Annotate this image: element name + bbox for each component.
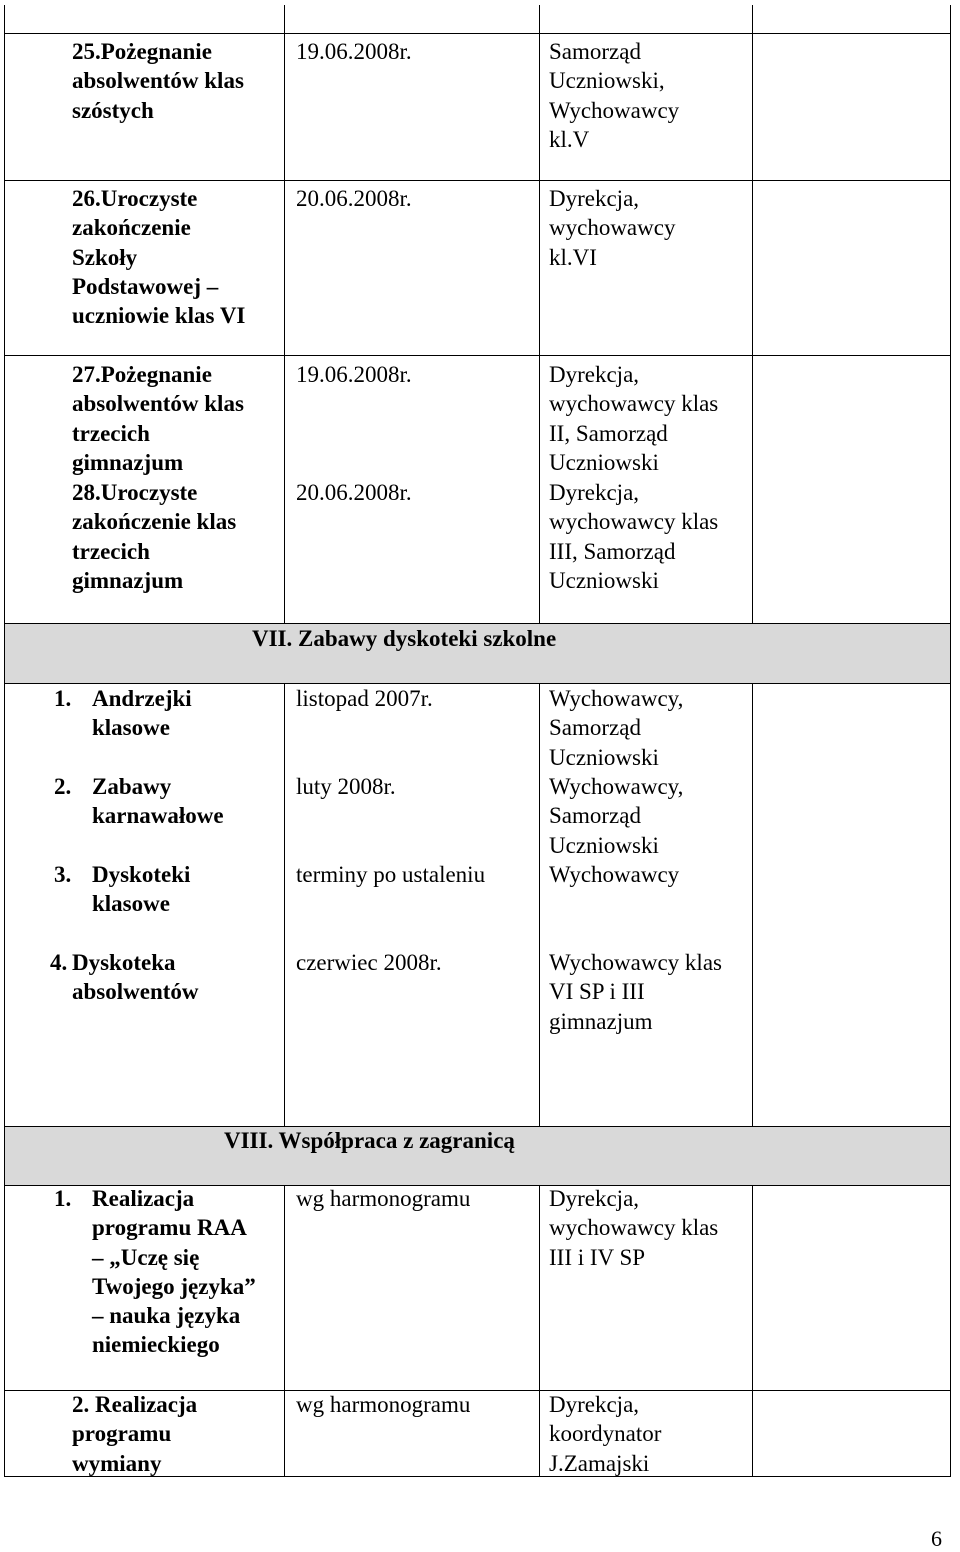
table-border-right — [950, 5, 951, 1477]
s7-item-2-resp: Wychowawcy, Samorząd Uczniowski — [549, 774, 684, 858]
resp-25: Samorząd Uczniowski, Wychowawcy kl.V — [549, 39, 680, 152]
row-divider — [4, 180, 951, 181]
table-border-left — [4, 5, 5, 1477]
s8-item-2-event-text: 2. Realizacja programu wymiany — [72, 1392, 198, 1476]
col-divider — [539, 5, 540, 623]
date-28: 20.06.2008r. — [296, 480, 412, 505]
s7-item-1-num: 1. — [54, 686, 72, 711]
resp-28: Dyrekcja, wychowawcy klas III, Samorząd Uczniowski — [549, 480, 719, 593]
col-divider — [284, 5, 285, 623]
s8-item-2-date: wg harmonogramu — [296, 1392, 471, 1417]
col-divider — [284, 683, 285, 1126]
col-divider — [752, 1185, 753, 1477]
s7-item-1-resp: Wychowawcy, Samorząd Uczniowski — [549, 686, 684, 770]
s7-item-2-num: 2. — [54, 774, 72, 799]
s8-item-1-event: Realizacja programu RAA – „Uczę się Twojego języka” – nauka języka niemieckiego — [92, 1186, 256, 1358]
s7-item-1-event: Andrzejki klasowe — [92, 686, 192, 741]
s7-item-3-event: Dyskoteki klasowe — [92, 862, 191, 917]
row-divider — [4, 355, 951, 356]
s7-item-3-date: terminy po ustaleniu — [296, 862, 486, 887]
row-divider — [4, 33, 951, 34]
resp-27: Dyrekcja, wychowawcy klas II, Samorząd Uczniowski — [549, 362, 719, 475]
date-25: 19.06.2008r. — [296, 39, 412, 64]
s7-item-2-event: Zabawy karnawałowe — [92, 774, 224, 829]
event-25: 25.Pożegnanie absolwentów klas szóstych — [72, 39, 244, 123]
section-7-title: VII. Zabawy dyskoteki szkolne — [252, 626, 557, 651]
resp-26: Dyrekcja, wychowawcy kl.VI — [549, 186, 676, 270]
event-26: 26.Uroczyste zakończenie Szkoły Podstawowej – uczniowie klas VI — [72, 186, 246, 329]
s7-item-4-date: czerwiec 2008r. — [296, 950, 442, 975]
col-divider — [539, 1185, 540, 1477]
date-27: 19.06.2008r. — [296, 362, 412, 387]
s8-item-1-date: wg harmonogramu — [296, 1186, 471, 1211]
col-divider — [284, 1185, 285, 1477]
s8-item-1-resp: Dyrekcja, wychowawcy klas III i IV SP — [549, 1186, 719, 1270]
s8-item-2-resp: Dyrekcja, koordynator J.Zamajski — [549, 1392, 662, 1476]
s7-item-4-event: Dyskoteka absolwentów — [72, 950, 199, 1005]
s7-item-4-resp: Wychowawcy klas VI SP i III gimnazjum — [549, 950, 722, 1034]
event-28: 28.Uroczyste zakończenie klas trzecich gimnazjum — [72, 480, 237, 593]
col-divider — [752, 683, 753, 1126]
s7-item-4-num: 4. — [50, 950, 68, 975]
s7-item-1-date: listopad 2007r. — [296, 686, 433, 711]
s7-item-2-date: luty 2008r. — [296, 774, 396, 799]
page-number: 6 — [931, 1526, 942, 1551]
s8-item-1-num: 1. — [54, 1186, 72, 1211]
section-8-title: VIII. Współpraca z zagranicą — [224, 1128, 515, 1153]
s7-item-3-num: 3. — [54, 862, 72, 887]
col-divider — [539, 683, 540, 1126]
date-26: 20.06.2008r. — [296, 186, 412, 211]
col-divider — [752, 5, 753, 623]
s7-item-3-resp: Wychowawcy — [549, 862, 680, 887]
event-27: 27.Pożegnanie absolwentów klas trzecich gimnazjum — [72, 362, 244, 475]
